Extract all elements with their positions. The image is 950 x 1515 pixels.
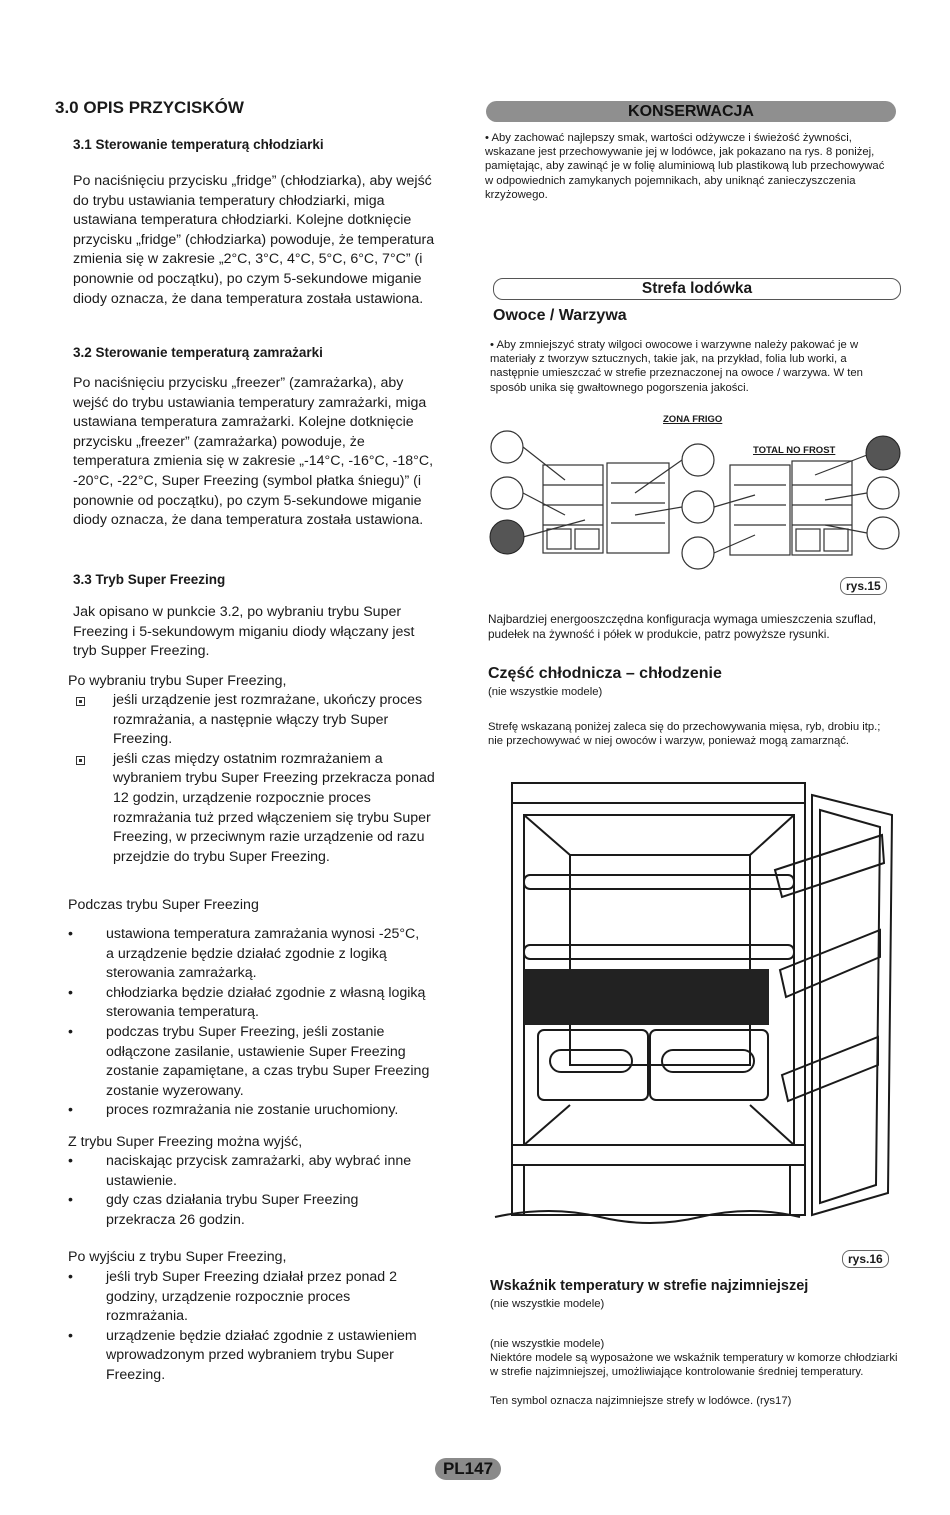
section-heading: 3.0 OPIS PRZYCISKÓW bbox=[55, 98, 244, 117]
figure-label-rys15: rys.15 bbox=[840, 577, 887, 595]
list-intro-after-select: Po wybraniu trybu Super Freezing, bbox=[68, 673, 287, 689]
indicator-title: Wskaźnik temperatury w strefie najzimniejszej bbox=[490, 1278, 809, 1294]
list-item: • podczas trybu Super Freezing, jeśli zostanie odłączone zasilanie, ustawienie Super Freezing zostanie zapamiętane, a czas trybu Super Freezing zostanie wyzerowany. bbox=[68, 1023, 430, 1099]
paragraph-super-freezing: Jak opisano w punkcie 3.2, po wybraniu trybu Super Freezing i 5-sekundowym miganiu diody włączany jest tryb Supper Freezing. bbox=[73, 604, 415, 660]
chill-section-note: (nie wszystkie modele) bbox=[488, 686, 603, 698]
list-item: • naciskając przycisk zamrażarki, aby wybrać inne ustawienie. bbox=[68, 1153, 412, 1189]
list-intro-during: Podczas trybu Super Freezing bbox=[68, 897, 259, 913]
page-number-badge: PL147 bbox=[435, 1458, 501, 1480]
total-no-frost-label: TOTAL NO FROST bbox=[753, 445, 836, 456]
square-bullet-icon bbox=[75, 750, 95, 770]
square-bullet-icon bbox=[75, 691, 95, 711]
fridge-storage-diagram bbox=[485, 425, 905, 575]
symbol-paragraph: Ten symbol oznacza najzimniejsze strefy w lodówce. (rys17) bbox=[490, 1395, 792, 1407]
list-intro-exit: Z trybu Super Freezing można wyjść, bbox=[68, 1134, 303, 1150]
list-item: • proces rozmrażania nie zostanie uruchomiony. bbox=[68, 1102, 399, 1119]
list-after-exit bbox=[68, 1268, 430, 1386]
subsection-title-3-2: 3.2 Sterowanie temperaturą zamrażarki bbox=[73, 345, 323, 360]
list-intro-after-exit: Po wyjściu z trybu Super Freezing, bbox=[68, 1249, 287, 1265]
list-during bbox=[68, 925, 430, 1121]
list-item: • ustawiona temperatura zamrażania wynosi -25°C, a urządzenie będzie działać zgodnie z logiką sterowania zamrażarką. bbox=[68, 926, 420, 982]
list-item: • gdy czas działania trybu Super Freezing przekracza 26 godzin. bbox=[68, 1192, 359, 1228]
paragraph-freezer-control: Po naciśnięciu przycisku „freezer” (zamrażarka), aby wejść do trybu ustawiania temperatury zamrażarki, miga ustawiana temperatura zamrażarki. Kolejne dotknięcie przycisku „freezer” (zamrażarka) powoduje, że temperatura zmienia się w zakresie „-14°C, -16°C, -18°C, -20°C, -22°C, Super Freezing (symbol płatka śniegu)” (i ponownie od początku), po czym 5-sekundowe miganie diody oznacza, że dana temperatura została ustawiona. bbox=[73, 375, 434, 529]
fruit-vegetables-title: Owoce / Warzywa bbox=[493, 307, 627, 324]
list-item: • urządzenie będzie działać zgodnie z ustawieniem wprowadzonym przed wybraniem trybu Super Freezing. bbox=[68, 1327, 417, 1383]
indicator-paragraph: Niektóre modele są wyposażone we wskaźnik temperatury w komorze chłodziarki w strefie najzimniejszej, umożliwiające kontrolowanie średniej temperatury. bbox=[490, 1352, 898, 1379]
list-item: jeśli czas między ostatnim rozmrażaniem a wybraniem trybu Super Freezing przekracza ponad 12 godzin, urządzenie rozpocznie proces rozmrażania tuż przed włączeniem się trybu Super Freezing, w przeciwnym razie urządzenie od razu przejdzie do trybu Super Freezing. bbox=[75, 750, 437, 868]
fruit-vegetables-paragraph: • Aby zmniejszyć straty wilgoci owocowe i warzywne należy pakować je w materiały z tworzyw sztucznych, takie jak, na przykład, folia lub worki, a następnie umieszczać w strefie przeznaczonej na owoce / warzywa. W ten sposób unika się gwałtownego pogorszenia jakości. bbox=[490, 339, 863, 394]
indicator-note-2: (nie wszystkie modele) bbox=[490, 1338, 605, 1350]
chill-section-title: Część chłodnicza – chłodzenie bbox=[488, 665, 722, 682]
figure-label-rys16: rys.16 bbox=[842, 1250, 889, 1268]
intro-paragraph: • Aby zachować najlepszy smak, wartości odżywcze i świeżość żywności, wskazane jest przechowywanie jej w lodówce, jak pokazano na rys. 8 poniżej, pamiętając, aby zawinąć je w folię aluminiową lub plastikową lub przechowywać w odpowiednich zamykanych pojemnikach, aby uniknąć zanieczyszczenia krzyżowego. bbox=[485, 132, 885, 201]
list-item: jeśli urządzenie jest rozmrażane, ukończy proces rozmrażania, a następnie włączy tryb Super Freezing. bbox=[75, 691, 437, 750]
fridge-zone-pill: Strefa lodówka bbox=[493, 278, 901, 300]
indicator-note: (nie wszystkie modele) bbox=[490, 1298, 605, 1310]
zona-frigo-label: ZONA FRIGO bbox=[663, 414, 723, 425]
fridge-chill-zone-diagram bbox=[490, 775, 895, 1230]
list-item: • jeśli tryb Super Freezing działał przez ponad 2 godziny, urządzenie rozpocznie proces rozmrażania. bbox=[68, 1269, 397, 1325]
paragraph-fridge-control: Po naciśnięciu przycisku „fridge” (chłodziarka), aby wejść do trybu ustawiania temperatury chłodziarki, miga ustawiana temperatura chłodziarki. Kolejne dotknięcie przycisku „fridge” (chłodziarka) powoduje, że temperatura zmienia się w zakresie „2°C, 3°C, 4°C, 5°C, 6°C, 7°C” (i ponownie od początku), po czym 5-sekundowe miganie diody oznacza, że dana temperatura została ustawiona. bbox=[73, 173, 435, 307]
konserwacja-banner: KONSERWACJA bbox=[486, 101, 896, 122]
chill-paragraph: Strefę wskazaną poniżej zaleca się do przechowywania mięsa, ryb, drobiu itp.; nie przechowywać w niej owoców i warzyw, ponieważ mogą zamarznąć. bbox=[488, 721, 881, 748]
subsection-title-3-1: 3.1 Sterowanie temperaturą chłodziarki bbox=[73, 137, 324, 152]
energy-paragraph: Najbardziej energooszczędna konfiguracja wymaga umieszczenia szuflad, pudełek na żywność i półek w produkcie, patrz powyższe rysunki. bbox=[488, 612, 877, 641]
list-exit bbox=[68, 1152, 430, 1230]
list-after-select bbox=[75, 691, 437, 867]
subsection-title-3-3: 3.3 Tryb Super Freezing bbox=[73, 572, 226, 587]
list-item: • chłodziarka będzie działać zgodnie z własną logiką sterowania temperaturą. bbox=[68, 984, 426, 1021]
